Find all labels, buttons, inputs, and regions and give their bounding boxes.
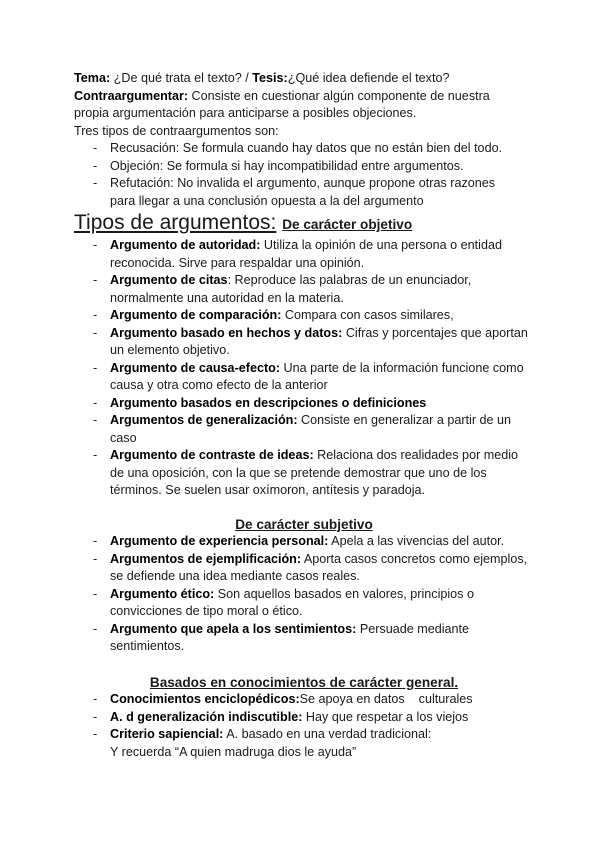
contraargumentar-text-2: propia argumentación para anticiparse a posibles objeciones. bbox=[74, 106, 417, 120]
tema-tesis-line bbox=[74, 70, 534, 88]
list-item: - Objeción: Se formula si hay incompatibilidad entre argumentos. bbox=[110, 158, 534, 176]
subjetivo-heading: De carácter subjetivo bbox=[235, 516, 373, 532]
list-item bbox=[110, 621, 534, 656]
contraargumentar-line bbox=[74, 88, 534, 106]
contraargumentos-list bbox=[74, 140, 534, 210]
item-text: Son aquellos basados en valores, principios o convicciones de tipo moral o ético. bbox=[110, 586, 474, 618]
item-text: : Reproduce las palabras de un enunciador, normalmente una autoridad en la materia. bbox=[110, 273, 472, 305]
item-label: Argumento basado en hechos y datos: bbox=[110, 325, 343, 340]
item-text: Se apoya en datos culturales bbox=[299, 692, 473, 706]
list-item bbox=[110, 551, 534, 586]
list-item bbox=[110, 307, 534, 325]
list-item bbox=[110, 586, 534, 621]
tema-label: Tema: bbox=[74, 71, 111, 85]
item-label: Argumento ético: bbox=[110, 586, 215, 601]
item-label: Criterio sapiencial: bbox=[110, 727, 224, 741]
tema-text: ¿De qué trata el texto? / bbox=[110, 71, 253, 85]
contraargumentar-text-1: Consiste en cuestionar algún componente de nuestra bbox=[188, 88, 490, 103]
item-label: Argumento de causa-efecto: bbox=[110, 360, 281, 375]
list-item bbox=[110, 726, 534, 761]
list-item bbox=[110, 533, 534, 551]
item-text: Consiste en generalizar a partir de un caso bbox=[110, 413, 512, 445]
tesis-label: Tesis: bbox=[252, 71, 288, 85]
item-label: Argumento de contraste de ideas: bbox=[110, 448, 314, 462]
item-text: Una parte de la información funcione como causa y otra como efecto de la anterior bbox=[110, 360, 524, 392]
tipos-argumentos-heading bbox=[74, 211, 534, 237]
item-text: Utiliza la opinión de una persona o entidad reconocida. Sirve para respaldar una opinión. bbox=[110, 238, 502, 270]
item-text: Aporta casos concretos como ejemplos, se defiende una idea mediante casos reales. bbox=[110, 551, 528, 583]
item-text: A. basado en una verdad tradicional: bbox=[223, 727, 432, 741]
list-item: - Recusación: Se formula cuando hay datos que no están bien del todo. bbox=[110, 140, 534, 158]
subjetivo-list bbox=[74, 533, 534, 656]
list-item bbox=[110, 691, 534, 709]
list-item bbox=[110, 412, 534, 447]
tres-tipos-text: Tres tipos de contraargumentos son: bbox=[74, 123, 279, 138]
item-label: Argumento de comparación: bbox=[110, 308, 282, 322]
tesis-text: ¿Qué idea defiende el texto? bbox=[287, 71, 450, 85]
item-label: Argumentos de ejemplificación: bbox=[110, 551, 302, 566]
list-item bbox=[110, 272, 534, 307]
document-page bbox=[74, 70, 534, 761]
item-text: Hay que respetar a los viejos bbox=[302, 709, 469, 724]
item-text: Apela a las vivencias del autor. bbox=[328, 534, 505, 548]
list-item bbox=[110, 447, 534, 500]
item-label: Argumento basados en descripciones o definiciones bbox=[110, 395, 427, 410]
item-label: Argumento de citas bbox=[110, 273, 228, 287]
list-item bbox=[110, 709, 534, 727]
item-text: Persuade mediante sentimientos. bbox=[110, 621, 470, 653]
item-label: Conocimientos enciclopédicos: bbox=[110, 692, 300, 706]
item-text: Compara con casos similares, bbox=[281, 308, 454, 322]
list-item bbox=[110, 395, 534, 413]
item-label: Argumento de autoridad: bbox=[110, 238, 261, 252]
contraargumentar-label: Contraargumentar: bbox=[74, 88, 189, 103]
list-item bbox=[110, 237, 534, 272]
item-label: Argumento que apela a los sentimientos: bbox=[110, 621, 357, 636]
item-label: Argumentos de generalización: bbox=[110, 413, 298, 427]
general-heading: Basados en conocimientos de carácter general. bbox=[149, 674, 459, 690]
item-extra: Y recuerda “A quien madruga dios le ayuda” bbox=[110, 744, 357, 759]
item-label: A. d generalización indiscutible: bbox=[110, 709, 303, 724]
list-item bbox=[110, 360, 534, 395]
heading-main: Tipos de argumentos: bbox=[74, 211, 277, 234]
item-label: Argumento de experiencia personal: bbox=[110, 534, 329, 548]
list-item bbox=[110, 325, 534, 360]
heading-objetivo: De carácter objetivo bbox=[282, 217, 413, 232]
general-list bbox=[74, 691, 534, 761]
objetivo-list bbox=[74, 237, 534, 500]
list-item: - Refutación: No invalida el argumento, aunque propone otras razones para llegar a una conclusión opuesta a la del argumento bbox=[110, 175, 534, 210]
item-text: Relaciona dos realidades por medio de una oposición, con la que se pretende demostrar que uno de los términos. Se suelen usar oxímoron, antítesis y paradoja. bbox=[110, 448, 519, 497]
item-text: Cifras y porcentajes que aportan un elemento objetivo. bbox=[110, 325, 528, 357]
